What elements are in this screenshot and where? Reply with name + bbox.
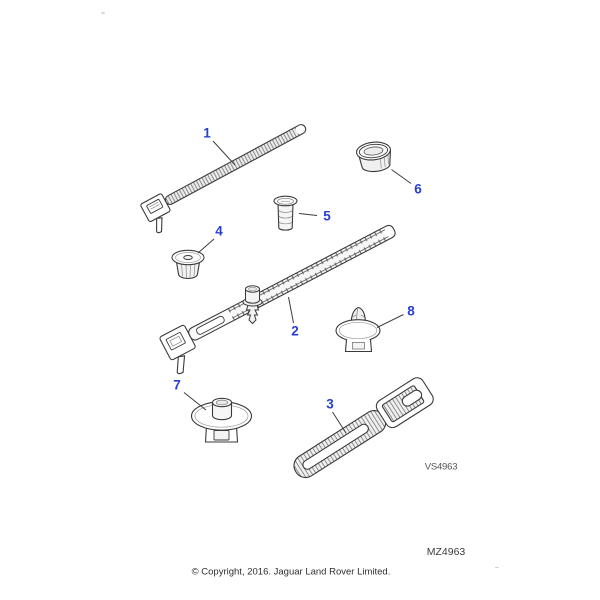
leader-line-6 (392, 170, 412, 184)
leader-line-5 (299, 214, 317, 216)
part-5-plug (274, 196, 297, 230)
part-2-mount-post (243, 286, 262, 324)
scan-artifact (495, 567, 499, 568)
part-8-push-clip (336, 308, 380, 352)
callout-7[interactable]: 7 (173, 377, 181, 393)
callout-2[interactable]: 2 (291, 323, 299, 339)
part-4-grommet (172, 250, 204, 278)
leader-line-8 (377, 315, 404, 328)
leader-line-2 (289, 297, 294, 323)
drawing-code: VS4963 (424, 461, 458, 473)
callout-8[interactable]: 8 (407, 303, 415, 319)
callout-4[interactable]: 4 (215, 223, 223, 239)
callout-3[interactable]: 3 (326, 396, 334, 412)
copyright-notice: © Copyright, 2016. Jaguar Land Rover Limited. (191, 566, 391, 578)
leader-line-1 (213, 141, 235, 165)
part-6-oval-grommet (356, 140, 393, 173)
callout-1[interactable]: 1 (203, 125, 211, 141)
leader-line-4 (198, 239, 214, 253)
leader-line-7 (184, 393, 206, 411)
part-3-rubber-strap (288, 375, 436, 485)
leader-line-3 (333, 412, 347, 433)
callout-6[interactable]: 6 (414, 181, 422, 197)
scan-artifact (101, 12, 105, 14)
figure-code: MZ4963 (426, 546, 466, 558)
callout-5[interactable]: 5 (323, 208, 331, 224)
part-7-flanged-fastener (192, 398, 252, 442)
